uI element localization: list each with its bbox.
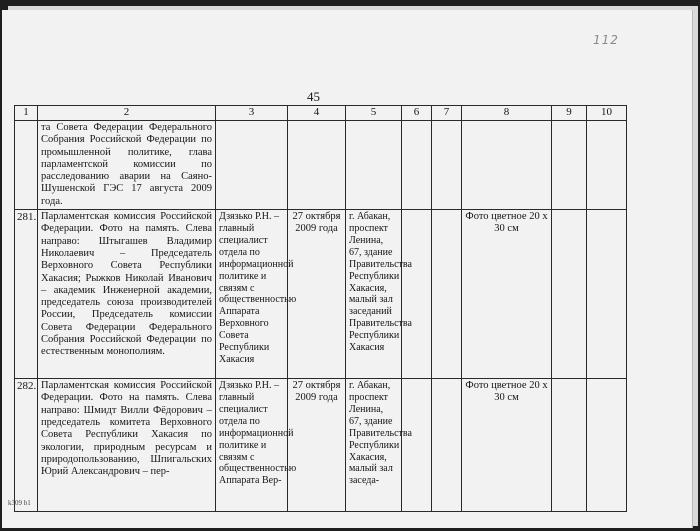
header-cell: 4 (288, 106, 346, 121)
header-cell: 9 (552, 106, 587, 121)
format-cell (462, 121, 552, 210)
format-cell: Фото цветное 20 х 30 см (462, 210, 552, 379)
row-number-cell (15, 121, 38, 210)
table-row-continuation (15, 121, 627, 210)
table-row (15, 210, 627, 379)
empty-cell (402, 121, 432, 210)
header-cell: 6 (402, 106, 432, 121)
empty-cell (402, 379, 432, 512)
empty-cell (552, 210, 587, 379)
author-cell: Дзязько Р.Н. – главный специалист отдела по информационной политике и связям с общественностью Аппарата Вер- (216, 379, 288, 512)
empty-cell (587, 379, 627, 512)
empty-cell (552, 379, 587, 512)
header-cell: 7 (432, 106, 462, 121)
empty-cell (432, 121, 462, 210)
header-cell: 3 (216, 106, 288, 121)
document-page (2, 10, 692, 528)
date-cell (288, 121, 346, 210)
format-cell: Фото цветное 20 х 30 см (462, 379, 552, 512)
row-number-cell: 281. (15, 210, 38, 379)
empty-cell (552, 121, 587, 210)
inventory-table (14, 105, 626, 495)
empty-cell (402, 210, 432, 379)
description-cell: Парламентская комиссия Российской Федерации. Фото на память. Слева направо: Шмидт Вилли Фёдорович – председатель комитета Верховного Совета Республики Хакасия по экологии, природным ресурсам и природопользованию, Шпигальских Юрий Александрович – пер- (38, 379, 216, 512)
header-cell: 5 (346, 106, 402, 121)
empty-cell (587, 121, 627, 210)
date-cell: 27 октября 2009 года (288, 210, 346, 379)
header-row (15, 106, 627, 121)
handwritten-page-mark: 112 (593, 33, 619, 47)
date-cell: 27 октября 2009 года (288, 379, 346, 512)
row-number-cell: 282. (15, 379, 38, 512)
empty-cell (432, 379, 462, 512)
author-cell: Дзязько Р.Н. – главный специалист отдела по информационной политике и связям с общественностью Аппарата Верховного Совета Республики Хакасия (216, 210, 288, 379)
header-cell: 2 (38, 106, 216, 121)
header-cell: 10 (587, 106, 627, 121)
empty-cell (587, 210, 627, 379)
header-cell: 8 (462, 106, 552, 121)
description-cell: Парламентская комиссия Российской Федерации. Фото на память. Слева направо: Штыгашев Владимир Николаевич – Председатель Верховного Совета Республики Хакасия; Рыжков Николай Иванович – академик Инженерной академии, председатель союза производителей России, Председатель комиссии Совета Федерации Федерального Собрания Российской Федерации по естественным монополиям. (38, 210, 216, 379)
author-cell (216, 121, 288, 210)
place-cell (346, 121, 402, 210)
table-row (15, 379, 627, 512)
place-cell: г. Абакан, проспект Ленина, 67, здание Правительства Республики Хакасия, малый зал заседа- (346, 379, 402, 512)
place-cell: г. Абакан, проспект Ленина, 67, здание Правительства Республики Хакасия, малый зал заседаний Правительства Республики Хакасия (346, 210, 402, 379)
page-number: 45 (307, 89, 320, 104)
description-cell: та Совета Федерации Федерального Собрания Российской Федерации по промышленной политике, глава парламентской комиссии по расследованию аварии на Саяно-Шушенской ГЭС 17 августа 2009 года. (38, 121, 216, 210)
header-cell: 1 (15, 106, 38, 121)
empty-cell (432, 210, 462, 379)
footer-code: k309 b1 (8, 499, 31, 507)
